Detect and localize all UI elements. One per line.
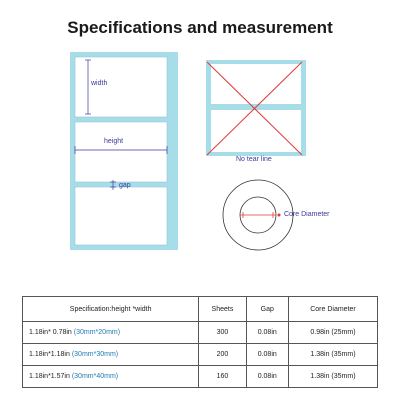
core-cell: 1.38in (35mm) <box>288 366 377 388</box>
width-label: width <box>91 80 108 87</box>
gap-cell: 0.08in <box>246 366 288 388</box>
gap-cell: 0.08in <box>246 344 288 366</box>
table-header-row <box>23 297 378 322</box>
spec-cell: 1.18in* 0.78in (30mm*20mm) <box>23 322 199 344</box>
header-core-diameter: Core Diameter <box>288 297 377 322</box>
core-cell: 0.98in (25mm) <box>288 322 377 344</box>
table-row <box>23 344 378 366</box>
no-tear-line-label: No tear line <box>236 156 272 163</box>
height-label: height <box>104 138 124 145</box>
sheets-cell: 160 <box>199 366 246 388</box>
table-row <box>23 366 378 388</box>
core-diameter-label: Core Diameter <box>284 211 330 218</box>
sheets-cell: 300 <box>199 322 246 344</box>
page-title: Specifications and measurement <box>67 18 333 37</box>
header-gap: Gap <box>246 297 288 322</box>
table-row <box>23 322 378 344</box>
header-specification: Specification:height *width <box>23 297 199 322</box>
header-sheets: Sheets <box>199 297 246 322</box>
sheets-cell: 200 <box>199 344 246 366</box>
label-sheet <box>211 64 301 104</box>
core-cell: 1.38in (35mm) <box>288 344 377 366</box>
label-strip <box>70 52 178 250</box>
spec-cell: 1.18in*1.57in (30mm*40mm) <box>23 366 199 388</box>
core-diagram <box>223 180 293 250</box>
specification-table <box>22 296 378 388</box>
spec-cell: 1.18in*1.18in (30mm*30mm) <box>23 344 199 366</box>
gap-label: gap <box>119 182 131 189</box>
no-tear-line-strip <box>206 60 306 156</box>
gap-cell: 0.08in <box>246 322 288 344</box>
label-sheet <box>211 110 301 152</box>
label-sheet <box>75 122 167 182</box>
label-sheet <box>75 187 167 245</box>
core-pointer-dot <box>278 214 281 217</box>
label-sheet <box>75 57 167 117</box>
